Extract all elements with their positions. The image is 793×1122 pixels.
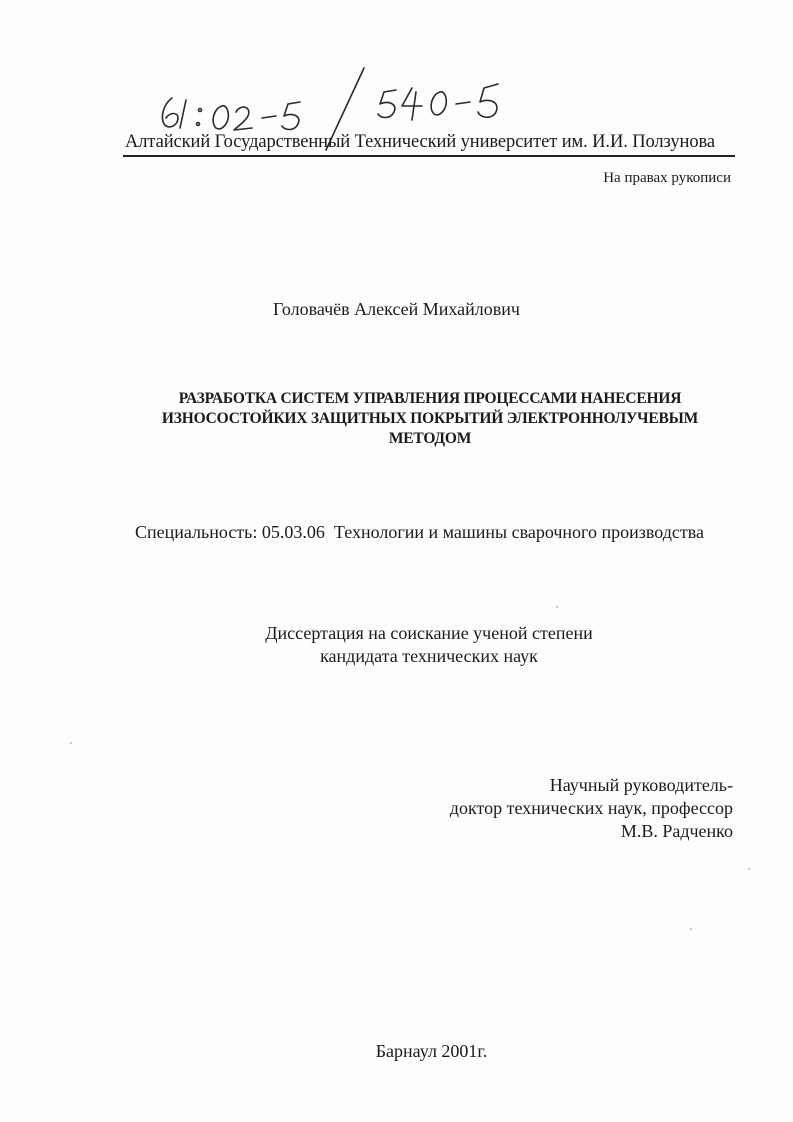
supervisor-block (450, 774, 733, 843)
degree-line-2: кандидата технических наук (320, 646, 538, 666)
specialty-line: Специальность: 05.03.06 Технологии и машины сварочного производства (135, 522, 704, 542)
title-line: МЕТОДОМ (388, 430, 472, 447)
dissertation-title (130, 389, 730, 449)
supervisor-role: Научный руководитель- (549, 775, 733, 795)
degree-line-1: Диссертация на соискание ученой степени (265, 623, 593, 643)
scan-speck (556, 606, 558, 608)
title-line: РАЗРАБОТКА СИСТЕМ УПРАВЛЕНИЯ ПРОЦЕССАМИ НАНЕСЕНИЯ (178, 390, 682, 407)
title-line: ИЗНОСОСТОЙКИХ ЗАЩИТНЫХ ПОКРЫТИЙ ЭЛЕКТРОННОЛУЧЕВЫМ (161, 410, 699, 427)
degree-statement (0, 622, 793, 668)
rights-note: На правах рукописи (603, 170, 731, 186)
place-and-year: Барнаул 2001г. (375, 1041, 488, 1061)
supervisor-degree: доктор технических наук, профессор (449, 798, 733, 818)
author-name: Головачёв Алексей Михайлович (273, 299, 520, 319)
header-underline (123, 155, 735, 157)
institution-name: Алтайский Государственный Технический университет им. И.И. Ползунова (125, 132, 715, 152)
supervisor-name: М.В. Радченко (620, 821, 733, 841)
scan-speck (748, 868, 750, 870)
scan-speck (690, 928, 692, 930)
scan-speck (70, 742, 72, 744)
